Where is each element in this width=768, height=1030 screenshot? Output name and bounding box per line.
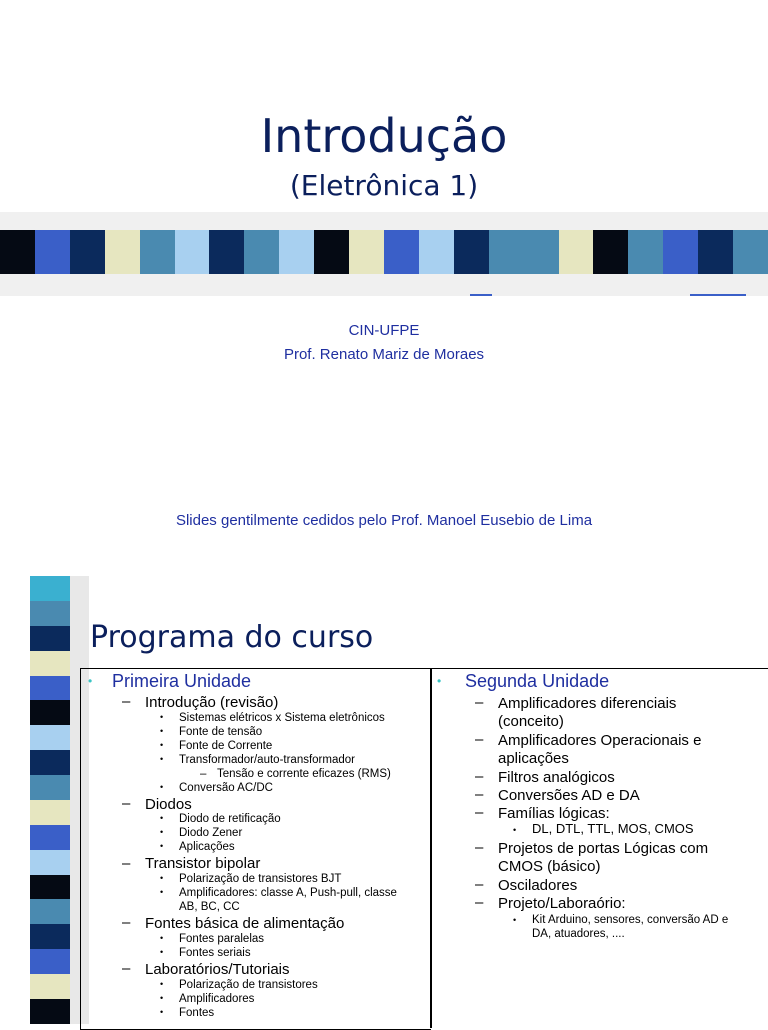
bullet-icon: • bbox=[160, 712, 164, 722]
bullet-icon: • bbox=[160, 873, 164, 883]
band-block bbox=[349, 230, 384, 274]
bullet-icon: • bbox=[160, 841, 164, 851]
subtopic: Amplificadores: classe A, Push-pull, classe bbox=[179, 887, 397, 899]
topic-transistor: Transistor bipolar bbox=[145, 855, 261, 872]
subtopic: Kit Arduino, sensores, conversão AD e bbox=[532, 914, 729, 926]
subtopic: Fonte de tensão bbox=[179, 726, 263, 738]
band-block bbox=[419, 230, 454, 274]
band-block bbox=[628, 230, 663, 274]
bullet-icon: • bbox=[160, 993, 164, 1003]
subtopic: Fontes paralelas bbox=[179, 933, 265, 945]
subtopic: Diodo Zener bbox=[179, 827, 243, 839]
band-block bbox=[593, 230, 628, 274]
bullet-icon: • bbox=[160, 947, 164, 957]
bullet-icon: • bbox=[160, 782, 164, 792]
band-block bbox=[489, 230, 524, 274]
topic-lab: Laboratórios/Tutoriais bbox=[145, 961, 290, 978]
band-block bbox=[70, 230, 105, 274]
band-block bbox=[105, 230, 140, 274]
band-block bbox=[314, 230, 349, 274]
band-block bbox=[244, 230, 279, 274]
subtopic: Amplificadores bbox=[179, 993, 255, 1005]
subtopic: Fonte de Corrente bbox=[179, 740, 273, 752]
stripe-block bbox=[30, 651, 70, 676]
column-divider bbox=[430, 668, 432, 1028]
subtopic: Fontes bbox=[179, 1007, 215, 1019]
dash-icon: – bbox=[475, 694, 484, 711]
topic: Amplificadores diferenciais bbox=[498, 695, 677, 712]
band-block bbox=[279, 230, 314, 274]
stripe-block bbox=[30, 601, 70, 626]
band-block bbox=[0, 230, 35, 274]
stripe-block bbox=[30, 576, 70, 601]
slide-subtitle: (Eletrônica 1) bbox=[289, 169, 479, 202]
stripe-block bbox=[30, 775, 70, 800]
bullet-icon: • bbox=[513, 825, 517, 835]
dash-icon: – bbox=[475, 876, 484, 893]
topic: Projeto/Laboraório: bbox=[498, 895, 626, 912]
dash-icon: – bbox=[122, 855, 131, 872]
unit-1-heading: Primeira Unidade bbox=[112, 671, 252, 691]
program-title: Programa do curso bbox=[90, 620, 374, 655]
topic: Famílias lógicas: bbox=[498, 805, 610, 822]
subtopic: Diodo de retificação bbox=[179, 813, 281, 825]
band-block bbox=[140, 230, 175, 274]
unit-2-heading: Segunda Unidade bbox=[465, 671, 610, 691]
stripe-block bbox=[30, 875, 70, 900]
stripe-block bbox=[30, 676, 70, 701]
band-accent-line bbox=[470, 294, 492, 296]
dash-icon: – bbox=[122, 795, 131, 812]
subtopic: Conversão AC/DC bbox=[179, 782, 273, 794]
topic: Filtros analógicos bbox=[498, 769, 615, 786]
stripe-block bbox=[30, 974, 70, 999]
stripe-block bbox=[30, 725, 70, 750]
subtopic: Sistemas elétricos x Sistema eletrônicos bbox=[179, 712, 385, 724]
band-block bbox=[209, 230, 244, 274]
band-block bbox=[384, 230, 419, 274]
subtopic-continued: DA, atuadores, .... bbox=[532, 928, 625, 940]
band-block bbox=[524, 230, 559, 274]
topic: Conversões AD e DA bbox=[498, 787, 640, 804]
bullet-dot-icon: • bbox=[437, 674, 442, 688]
band-block bbox=[175, 230, 210, 274]
subtopic: Transformador/auto-transformador bbox=[179, 754, 355, 766]
dash-icon: – bbox=[122, 914, 131, 931]
stripe-block bbox=[30, 825, 70, 850]
stripe-block bbox=[30, 700, 70, 725]
stripe-block bbox=[30, 850, 70, 875]
subsubtopic: Tensão e corrente eficazes (RMS) bbox=[217, 768, 391, 780]
bullet-icon: • bbox=[160, 887, 164, 897]
band-block bbox=[698, 230, 733, 274]
band-block bbox=[454, 230, 489, 274]
professor-text: Prof. Renato Mariz de Moraes bbox=[283, 346, 485, 363]
band-block bbox=[35, 230, 70, 274]
stripe-block bbox=[30, 899, 70, 924]
topic-continued: (conceito) bbox=[498, 713, 564, 730]
bullet-icon: • bbox=[160, 726, 164, 736]
subtopic: Aplicações bbox=[179, 841, 235, 853]
stripe-block bbox=[30, 949, 70, 974]
band-block bbox=[663, 230, 698, 274]
institution-text: CIN-UFPE bbox=[348, 322, 420, 339]
bullet-icon: • bbox=[160, 754, 164, 764]
dash-icon: – bbox=[475, 839, 484, 856]
topic-diodos: Diodos bbox=[145, 796, 192, 813]
stripe-block bbox=[30, 750, 70, 775]
slide-title: Introdução bbox=[260, 109, 508, 163]
unit-2-top-border bbox=[432, 668, 768, 669]
band-accent-line bbox=[690, 294, 746, 296]
band-block bbox=[559, 230, 594, 274]
decorative-vertical-stripe bbox=[30, 576, 70, 1024]
dash-icon: – bbox=[122, 693, 131, 710]
stripe-block bbox=[30, 999, 70, 1024]
topic-continued: aplicações bbox=[498, 750, 569, 767]
stripe-block bbox=[30, 924, 70, 949]
decorative-color-band bbox=[0, 230, 768, 274]
bullet-icon: • bbox=[160, 1007, 164, 1017]
topic: Projetos de portas Lógicas com bbox=[498, 840, 709, 857]
dash-icon: – bbox=[475, 731, 484, 748]
bullet-icon: • bbox=[160, 933, 164, 943]
subtopic: DL, DTL, TTL, MOS, CMOS bbox=[532, 821, 694, 836]
bullet-icon: • bbox=[160, 827, 164, 837]
dash-icon: – bbox=[475, 768, 484, 785]
topic-intro: Introdução (revisão) bbox=[145, 694, 279, 711]
subtopic: Polarização de transistores bbox=[179, 979, 318, 991]
dash-icon: – bbox=[475, 804, 484, 821]
dash-icon: – bbox=[475, 786, 484, 803]
topic-fontes: Fontes básica de alimentação bbox=[145, 915, 345, 932]
subtopic: Polarização de transistores BJT bbox=[179, 873, 342, 885]
bullet-icon: • bbox=[160, 740, 164, 750]
stripe-block bbox=[30, 800, 70, 825]
topic: Osciladores bbox=[498, 877, 578, 894]
dash-icon: – bbox=[200, 768, 207, 780]
bullet-dot-icon: • bbox=[88, 674, 93, 688]
topic-continued: CMOS (básico) bbox=[498, 858, 601, 875]
subtopic-continued: AB, BC, CC bbox=[179, 901, 240, 913]
bullet-icon: • bbox=[160, 813, 164, 823]
dash-icon: – bbox=[122, 960, 131, 977]
bullet-icon: • bbox=[160, 979, 164, 989]
band-block bbox=[733, 230, 768, 274]
subtopic: Fontes seriais bbox=[179, 947, 251, 959]
topic: Amplificadores Operacionais e bbox=[498, 732, 702, 749]
stripe-block bbox=[30, 626, 70, 651]
credits-text: Slides gentilmente cedidos pelo Prof. Manoel Eusebio de Lima bbox=[175, 512, 593, 529]
bullet-icon: • bbox=[513, 915, 517, 925]
dash-icon: – bbox=[475, 894, 484, 911]
